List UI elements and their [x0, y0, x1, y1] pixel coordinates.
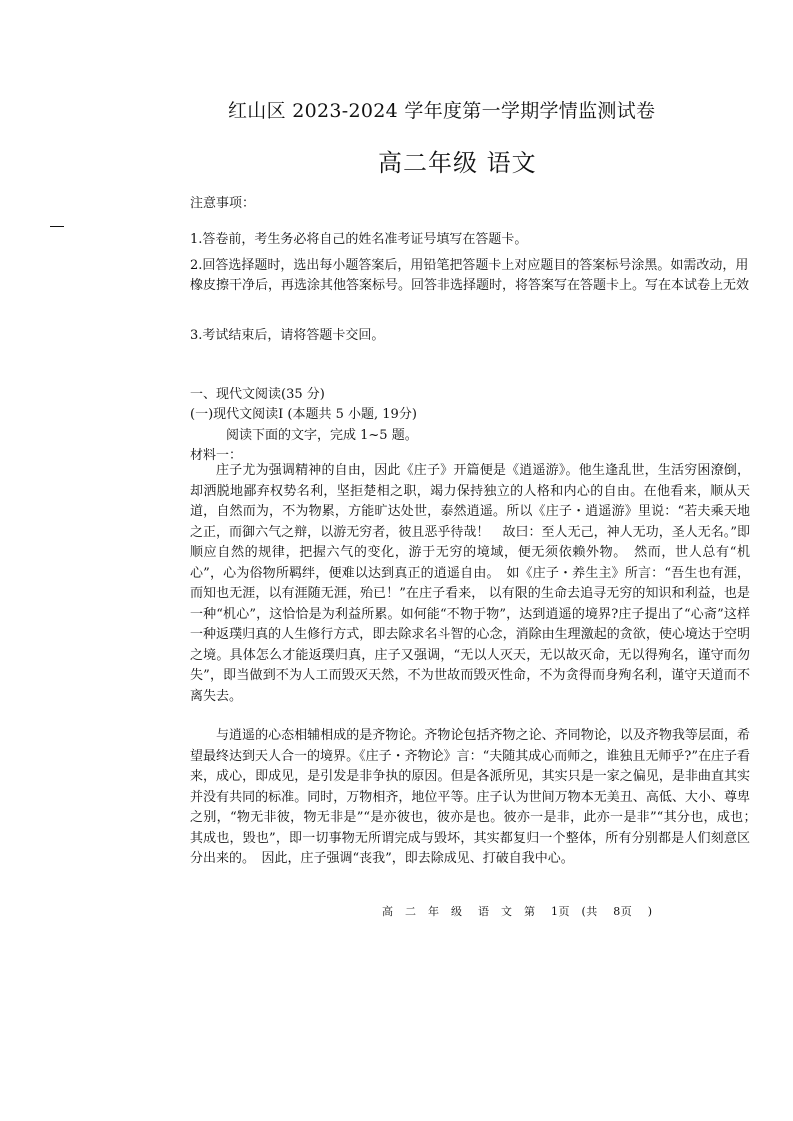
subsection-title: (一)现代文阅读Ⅰ (本题共 5 小题, 19分) [190, 407, 417, 422]
material-paragraph-2: 与逍遥的心态相辅相成的是齐物论。齐物论包括齐物之论、齐同物论，以及齐物我等层面，希望最终达到天人合一的境界。《庄子・齐物论》言：“夫随其成心而师之，谁独且无师乎?”在庄子看来，成心，即成见，是引发是非争执的原因。但是各派所见，其实只是一家之偏见，是非曲直其实并没有共同的标准。同时，万物相齐，地位平等。庄子认为世间万物本无美丑、高低、大小、尊卑之别，“物无非彼，物无非是”“是亦彼也，彼亦是也。彼亦一是非，此亦一是非”“其分也，成也； 其成也，毁也”，即一切事物无所谓完成与毁坏，其实都复归一个整体，所有分别都是人们刻意区分出来的。 因此，庄子强调“丧我”，即去除成见、打破自我中心。 [190, 728, 764, 866]
exam-subtitle: 高二年级 语文 [378, 149, 537, 177]
note-item-3: 3.考试结束后，请将答题卡交回。 [190, 328, 385, 343]
material-paragraph-1: 庄子尤为强调精神的自由，因此《庄子》开篇便是《逍遥游》。他生逢乱世，生活穷困潦倒，却洒脱地鄙弃权势名利，坚拒楚相之职，竭力保持独立的人格和内心的自由。在他看来，顺从天道，自然而为，不为物累，方能旷达处世，泰然逍遥。所以《庄子・逍遥游》里说：“若夫乘天地之正，而御六气之辩，以游无穷者，彼且恶乎待哉！ 故曰：至人无己，神人无功，圣人无名。”即顺应自然的规律，把握六气的变化，游于无穷的境域，便无须依赖外物。 然而，世人总有“机心”，心为俗物所羁绊，便难以达到真正的逍遥自由。 如《庄子・养生主》所言：“吾生也有涯，而知也无涯，以有涯随无涯，殆已！”在庄子看来， 以有限的生命去追寻无穷的知识和利益，也是一种“机心”，这恰恰是为利益所累。如何能“不物于物”，达到逍遥的境界?庄子提出了“心斋”这样一种返璞归真的人生修行方式，即去除求名斗智的心念，消除由生理激起的贪欲，使心境达于空明之境。具体怎么才能返璞归真，庄子又强调，“无以人灭天，无以故灭命，无以得殉名，谨守而勿失”，即当做到不为人工而毁灭天然，不为世故而毁灭性命，不为贪得而身殉名利，谨守天道而不离失去。 [190, 463, 750, 704]
material-label: 材料一： [190, 448, 243, 463]
section-title: 一、现代文阅读(35 分) [190, 387, 325, 402]
note-item-2: 2.回答选择题时，选出每小题答案后，用铅笔把答题卡上对应题目的答案标号涂黑。如需改动，用橡皮擦干净后，再选涂其他答案标号。回答非选择题时，将答案写在答题卡上。写在本试卷上无效 [190, 258, 750, 293]
exam-title: 红山区 2023-2024 学年度第一学期学情监测试卷 [228, 100, 656, 122]
margin-dash [50, 226, 64, 227]
note-item-1: 1.答卷前，考生务必将自己的姓名准考证号填写在答题卡。 [190, 232, 528, 247]
page-footer: 高 二 年 级 语 文 第 1页 (共 8页 ) [382, 905, 653, 918]
reading-instruction: 阅读下面的文字，完成 1~5 题。 [226, 428, 418, 443]
notes-heading: 注意事项： [190, 196, 256, 211]
